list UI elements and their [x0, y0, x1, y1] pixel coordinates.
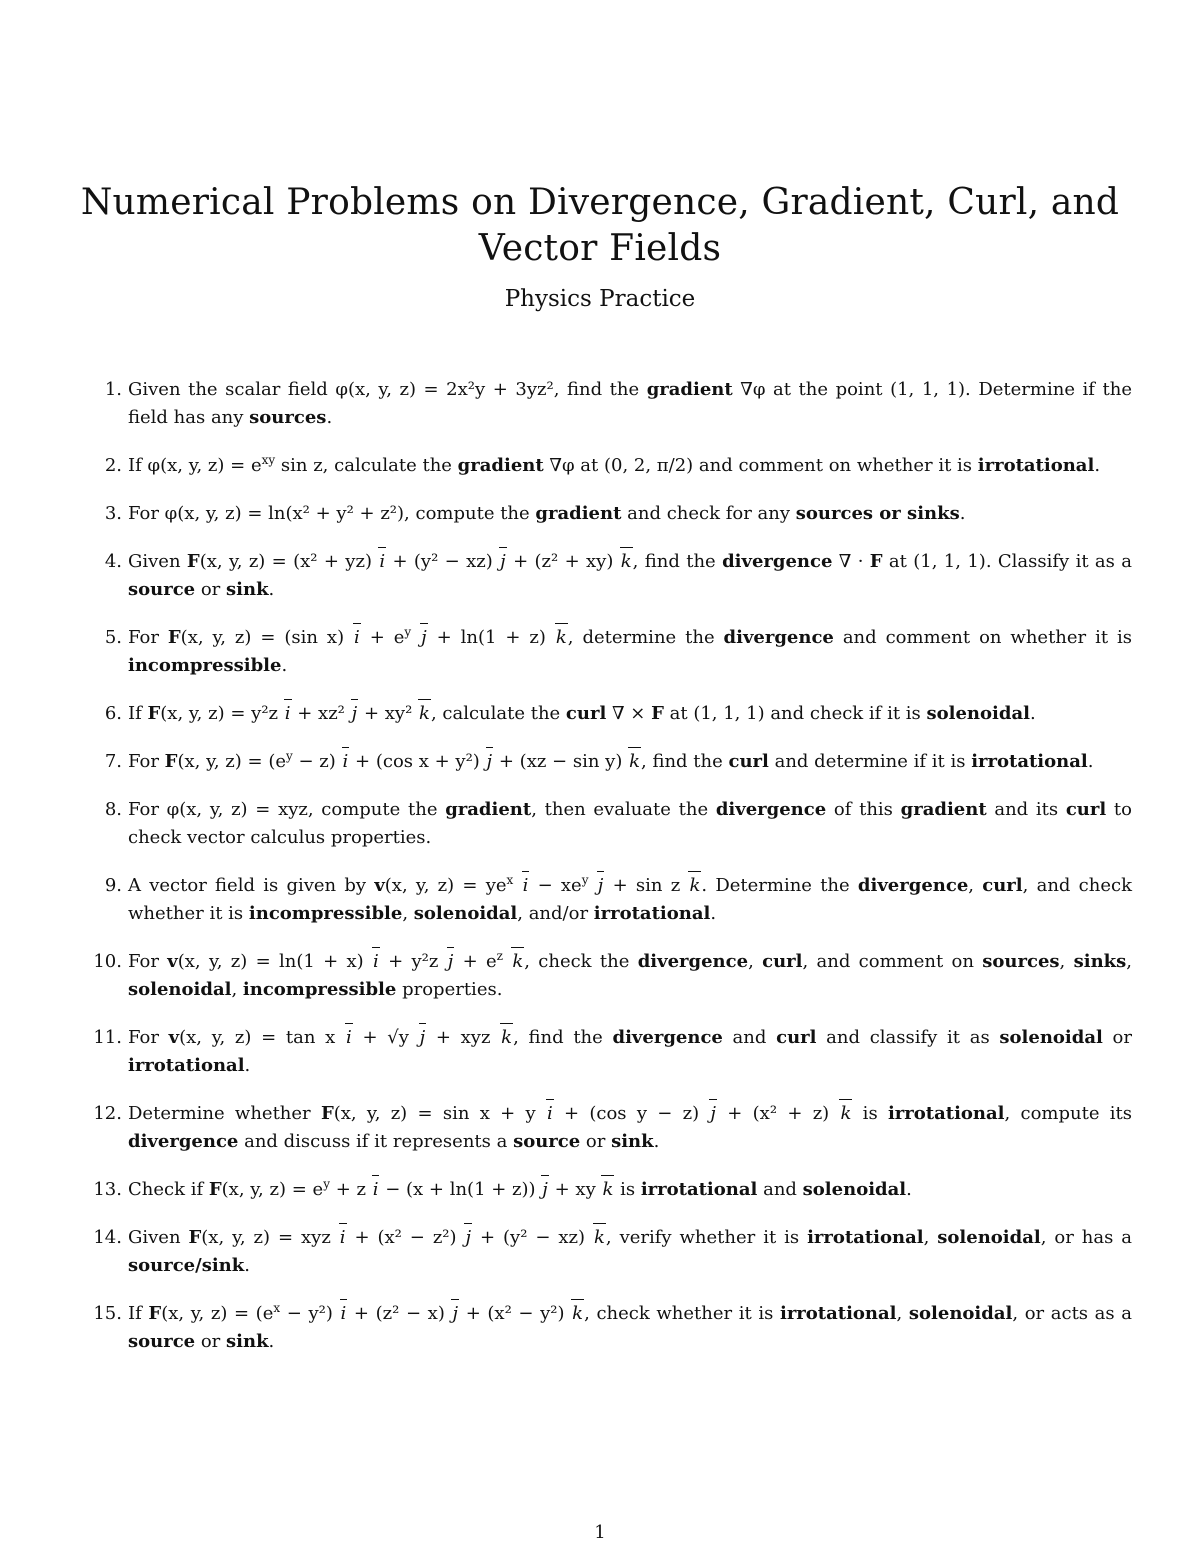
problem-item — [93, 948, 1132, 1004]
problem-list — [93, 376, 1133, 1376]
problem-number: 6. — [104, 703, 122, 724]
problem-item — [93, 1224, 1132, 1280]
problem-text: If F(x, y, $z) = (e^x - y^2) i + (z^2 - x) j + (x^2 - y^2)$ k, check whether it is irrotational, solenoidal, or acts as a source or sink. — [128, 1301, 1132, 1352]
problem-item — [104, 376, 1132, 432]
problem-text: For F(x, y, z) = (sin x) $i + e^y$ j + ln(1 + z) k, determine the divergence and comment on whether it is incompressible. — [128, 625, 1133, 676]
problem-number: 14. — [93, 1227, 122, 1248]
problem-item — [104, 872, 1132, 928]
problem-text: For φ(x, y, z) = ln(x² + y² + z²), compute the gradient and check for any sources or sinks. — [128, 503, 966, 524]
document-subtitle: Physics Practice — [504, 286, 696, 312]
problem-text: Determine whether F(x, y, z) = sin x + y i + (cos y − z) j + (x² + z) k is irrotational, compute its divergence and discuss if it represents a source or sink. — [128, 1103, 1132, 1152]
problem-number: 5. — [104, 627, 122, 648]
problem-item — [104, 748, 1132, 776]
problem-text: For v(x, y, z) = tan x i + √y j + xyz k, find the divergence and curl and classify it as solenoidal or irrotational. — [128, 1027, 1132, 1076]
problem-text: Given F(x, y, z) = xyz i + (x² − z²) j + (y² − xz) k, verify whether it is irrotational, solenoidal, or has a source/sink. — [128, 1227, 1132, 1276]
problem-item — [93, 1176, 1132, 1204]
problem-item — [104, 452, 1132, 480]
problem-item — [104, 500, 1132, 528]
problem-text: If φ(x, y, $z) = e^{xy}$ sin z, calculate the gradient ∇φ at (0, 2, π/2) and comment on whether it is irrotational. — [128, 453, 1101, 476]
problem-text: For v(x, y, z) = ln(1 + x) i + y²z $j + e^z$ k, check the divergence, curl, and comment on sources, sinks, solenoidal, incompressible properties. — [128, 949, 1132, 1000]
problem-number: 9. — [104, 875, 122, 896]
problem-item — [104, 700, 1132, 728]
problem-number: 13. — [93, 1179, 122, 1200]
problem-item — [104, 624, 1133, 680]
problem-number: 7. — [104, 751, 122, 772]
problem-text: If F(x, y, z) = y²z i + xz² j + xy² k, calculate the curl ∇ × F at (1, 1, 1) and check if it is solenoidal. — [128, 703, 1036, 724]
problem-number: 11. — [93, 1027, 122, 1048]
problem-number: 1. — [104, 379, 122, 400]
document-title: Numerical Problems on Divergence, Gradient, Curl, and Vector Fields — [80, 182, 1120, 270]
problem-number: 15. — [93, 1303, 122, 1324]
problem-item — [104, 796, 1132, 852]
problem-text: For F(x, y, $z) = (e^y - z) i + (\cos$ x + y²) j + (xz − sin y) k, find the curl and determine if it is irrotational. — [128, 751, 1093, 772]
problem-item — [93, 1024, 1132, 1080]
problem-item — [104, 548, 1132, 604]
problem-number: 12. — [93, 1103, 122, 1124]
problem-number: 2. — [104, 455, 122, 476]
problem-text: Given the scalar field φ(x, y, z) = 2x²y + 3yz², find the gradient ∇φ at the point (1, 1, 1). Determine if the field has any sources. — [128, 379, 1132, 428]
problem-text: Check if F(x, y, $z) = e^y + z$ i − (x + ln(1 + z)) j + xy k is irrotational and solenoidal. — [128, 1179, 912, 1200]
problem-item — [93, 1300, 1132, 1356]
page-number: 1 — [594, 1522, 606, 1543]
problem-item — [93, 1100, 1133, 1156]
problem-number: 4. — [104, 551, 122, 572]
problem-number: 10. — [93, 951, 122, 972]
problem-text: Given F(x, y, z) = (x² + yz) i + (y² − xz) j + (z² + xy) k, find the divergence ∇ · F at (1, 1, 1). Classify it as a source or sink. — [128, 551, 1132, 600]
problem-number: 3. — [104, 503, 122, 524]
problem-text: For φ(x, y, z) = xyz, compute the gradient, then evaluate the divergence of this gradient and its curl to check vector calculus properties. — [128, 799, 1132, 848]
problem-text: A vector field is given by v(x, y, $z) = ye^x$ $i - xe^y$ j + sin z k. Determine the divergence, curl, and check whether it is incompressible, solenoidal, and/or irrotational. — [128, 873, 1132, 924]
problem-number: 8. — [104, 799, 122, 820]
